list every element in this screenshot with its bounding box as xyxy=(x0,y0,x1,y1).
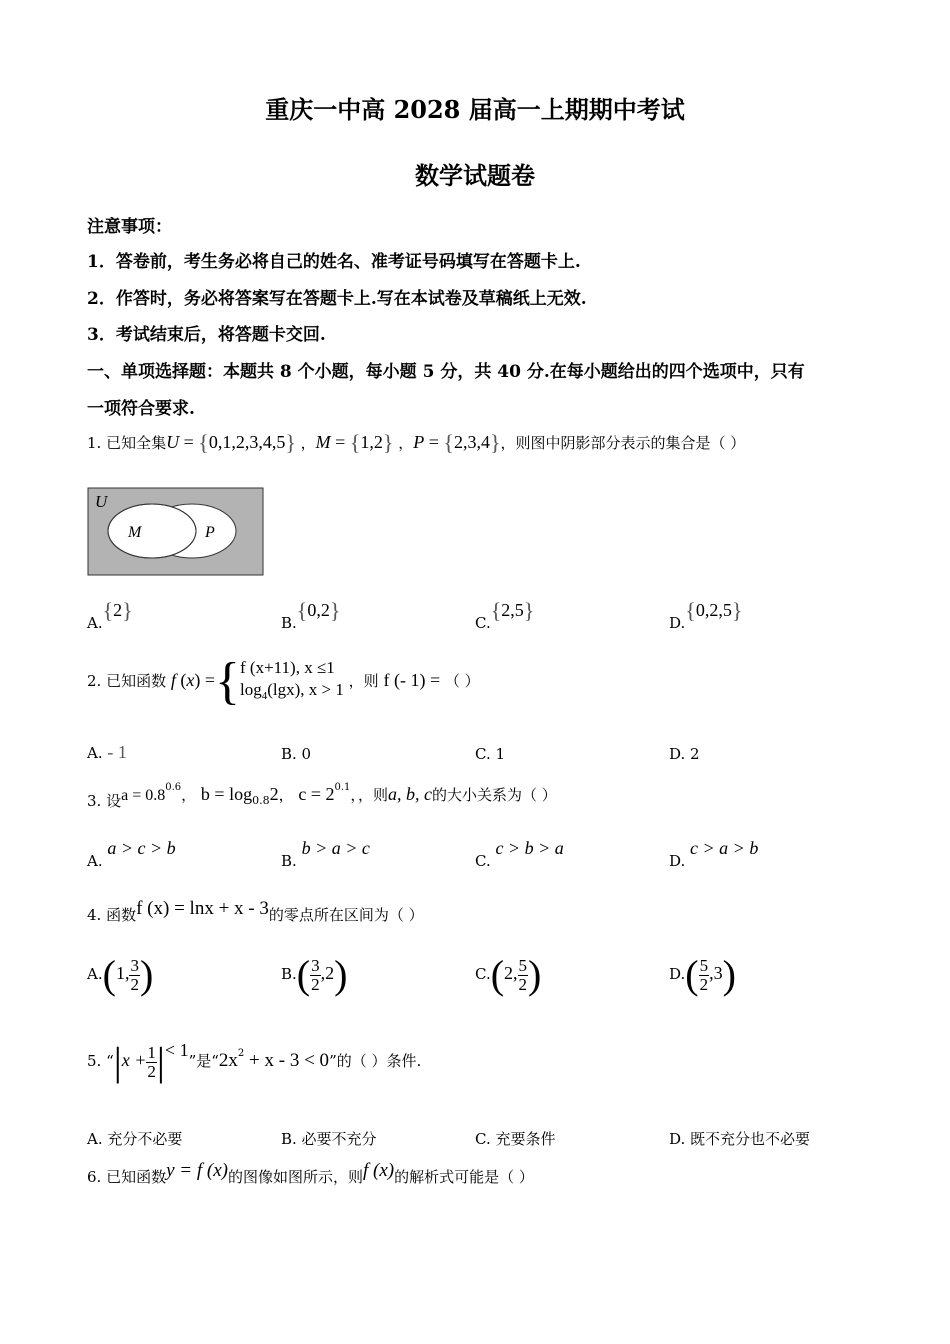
q2-piece-1: f (x+11), x ≤1 xyxy=(240,658,335,677)
q2-piece-2-base: 4 xyxy=(261,690,268,702)
q6-f: f (x) xyxy=(362,1160,395,1181)
q4-prefix: 4. 函数 xyxy=(87,906,137,924)
q5-abs-x: x + xyxy=(121,1050,147,1070)
question-4 xyxy=(87,898,424,925)
q2-piecewise xyxy=(240,657,344,707)
q3-a-exp: 0.6 xyxy=(165,782,182,793)
q3-suffix: 的大小关系为（ ） xyxy=(431,786,557,804)
section-heading-line1: 一、单项选择题：本题共 8 个小题，每小题 5 分，共 40 分.在每小题给出的四个选项中，只有 xyxy=(87,362,805,382)
q1-p-set: 2,3,4 xyxy=(453,432,490,452)
q6-prefix: 6. 已知函数 xyxy=(87,1168,167,1186)
q2-suffix: （ ） xyxy=(444,672,480,690)
q6-suffix: 的解析式可能是（ ） xyxy=(394,1168,534,1186)
q4-option-c[interactable]: C.(2, $\frac{5}{2}$ ) xyxy=(475,952,542,997)
venn-label-u: U xyxy=(95,492,108,511)
q3-mid: ，则 xyxy=(357,786,388,804)
exam-title: 重庆一中高 2028 届高一上期期中考试 xyxy=(265,95,685,124)
q5-den: 2 xyxy=(147,1061,156,1081)
q3-b-b: 2 xyxy=(269,784,279,804)
q2-option-a[interactable]: A. - 1 xyxy=(87,742,127,762)
q3-a-base: a = 0.8 xyxy=(121,787,166,804)
q4-option-b[interactable]: B.( $\frac{3}{2}$ ,2) xyxy=(281,952,348,997)
q2-prefix: 2. 已知函数 xyxy=(87,672,167,690)
venn-label-m: M xyxy=(128,524,142,541)
q1-m-set: 1,2 xyxy=(360,432,383,452)
q1-prefix: 1. 已知全集 xyxy=(87,434,167,452)
q5-option-b[interactable]: B. 必要不充分 xyxy=(281,1130,377,1148)
q5-cond-b: + x - 3 < 0 xyxy=(244,1050,330,1071)
q5-mid: ”是“ xyxy=(188,1052,219,1070)
q2-piece-2a: log xyxy=(240,680,262,699)
q3-option-d[interactable]: D. c > a > b xyxy=(669,838,759,870)
q3-b-a: b = log xyxy=(200,784,253,804)
venn-label-p: P xyxy=(205,524,215,541)
q5-num: 1 xyxy=(147,1042,156,1062)
q2-piece-2b: (lgx), x > 1 xyxy=(267,680,344,699)
q6-func: y = f (x) xyxy=(166,1160,228,1181)
q2-option-c[interactable]: C. 1 xyxy=(475,745,506,763)
question-6 xyxy=(87,1160,534,1187)
q5-option-c[interactable]: C. 充要条件 xyxy=(475,1130,556,1148)
q3-prefix: 3. 设 xyxy=(87,792,122,810)
q3-c-exp: 0.1 xyxy=(334,782,351,793)
q3-option-b[interactable]: B. b > a > c xyxy=(281,838,370,870)
venn-diagram xyxy=(87,487,265,577)
q3-option-c[interactable]: C. c > b > a xyxy=(475,838,564,870)
q1-option-d[interactable]: D.{0,2,5} xyxy=(669,598,743,632)
q1-option-a[interactable]: A.{2} xyxy=(87,598,133,632)
question-1: 1. 已知全集U = {0,1,2,3,4,5} ，M = {1,2} ，P = {2,3,4}，则图中阴影部分表示的集合是（ ） xyxy=(87,430,746,455)
notice-heading: 注意事项： xyxy=(87,217,172,237)
q5-option-a[interactable]: A. 充分不必要 xyxy=(87,1130,183,1148)
q3-option-a[interactable]: A. a > c > b xyxy=(87,838,176,870)
q1-suffix: ，则图中阴影部分表示的集合是（ ） xyxy=(500,434,746,452)
q5-option-d[interactable]: D. 既不充分也不必要 xyxy=(669,1130,811,1148)
q2-option-b[interactable]: B. 0 xyxy=(281,745,312,763)
notice-item-3: 3．考试结束后，将答题卡交回. xyxy=(87,325,326,345)
q4-suffix: 的零点所在区间为（ ） xyxy=(268,906,424,924)
q1-u-label: U xyxy=(166,432,180,452)
notice-item-1: 1．答卷前，考生务必将自己的姓名、准考证号码填写在答题卡上. xyxy=(87,252,581,272)
q1-m-label: M xyxy=(315,432,331,452)
q1-p-label: P xyxy=(413,432,425,452)
q1-option-b[interactable]: B.{0,2} xyxy=(281,598,341,632)
q2-ask: f (- 1) = xyxy=(383,670,441,690)
q4-option-a[interactable]: A.(1, $\frac{3}{2}$ ) xyxy=(87,952,154,997)
q3-vars: a, b, c xyxy=(387,784,432,804)
question-5: 5. “|x + $\frac{1}{2}$ |< 1”是“$2x^2 + x - 3 < 0$”的（ ）条件. xyxy=(87,1039,422,1084)
q4-func: f (x) = lnx + x - 3 xyxy=(136,898,269,919)
exam-subtitle: 数学试题卷 xyxy=(415,161,535,190)
q2-mid: ，则 xyxy=(348,672,379,690)
q3-c-base: c = 2 xyxy=(298,784,335,804)
q3-b-base: 0.8 xyxy=(252,794,270,807)
q5-prefix: 5. “ xyxy=(87,1052,114,1070)
q4-option-d[interactable]: D.( $\frac{5}{2}$ ,3) xyxy=(669,952,736,997)
q6-mid: 的图像如图所示，则 xyxy=(227,1168,363,1186)
question-2: 2. 已知函数 f (x) ={ f (x+11), x ≤1 $\log_4(\lg x)$, x > 1 ，则 f (- 1) = （ ） xyxy=(87,653,480,710)
notice-item-2: 2．作答时，务必将答案写在答题卡上.写在本试卷及草稿纸上无效. xyxy=(87,289,587,309)
question-3: 3. 设$a = 0.8^{0.6}$， $b = \log_{0.8}2$， $c = 2^{0.1}$，，则a, b, c的大小关系为（ ） xyxy=(87,782,557,810)
q5-lt: < 1 xyxy=(164,1040,189,1060)
section-heading-line2: 一项符合要求. xyxy=(87,399,195,419)
q2-option-d[interactable]: D. 2 xyxy=(669,745,700,763)
q5-cond-exp: 2 xyxy=(237,1048,245,1059)
q1-option-c[interactable]: C.{2,5} xyxy=(475,598,535,632)
q5-cond-a: 2x xyxy=(218,1050,238,1071)
q1-u-set: 0,1,2,3,4,5 xyxy=(208,432,286,452)
q5-suffix: ”的（ ）条件. xyxy=(329,1052,422,1070)
